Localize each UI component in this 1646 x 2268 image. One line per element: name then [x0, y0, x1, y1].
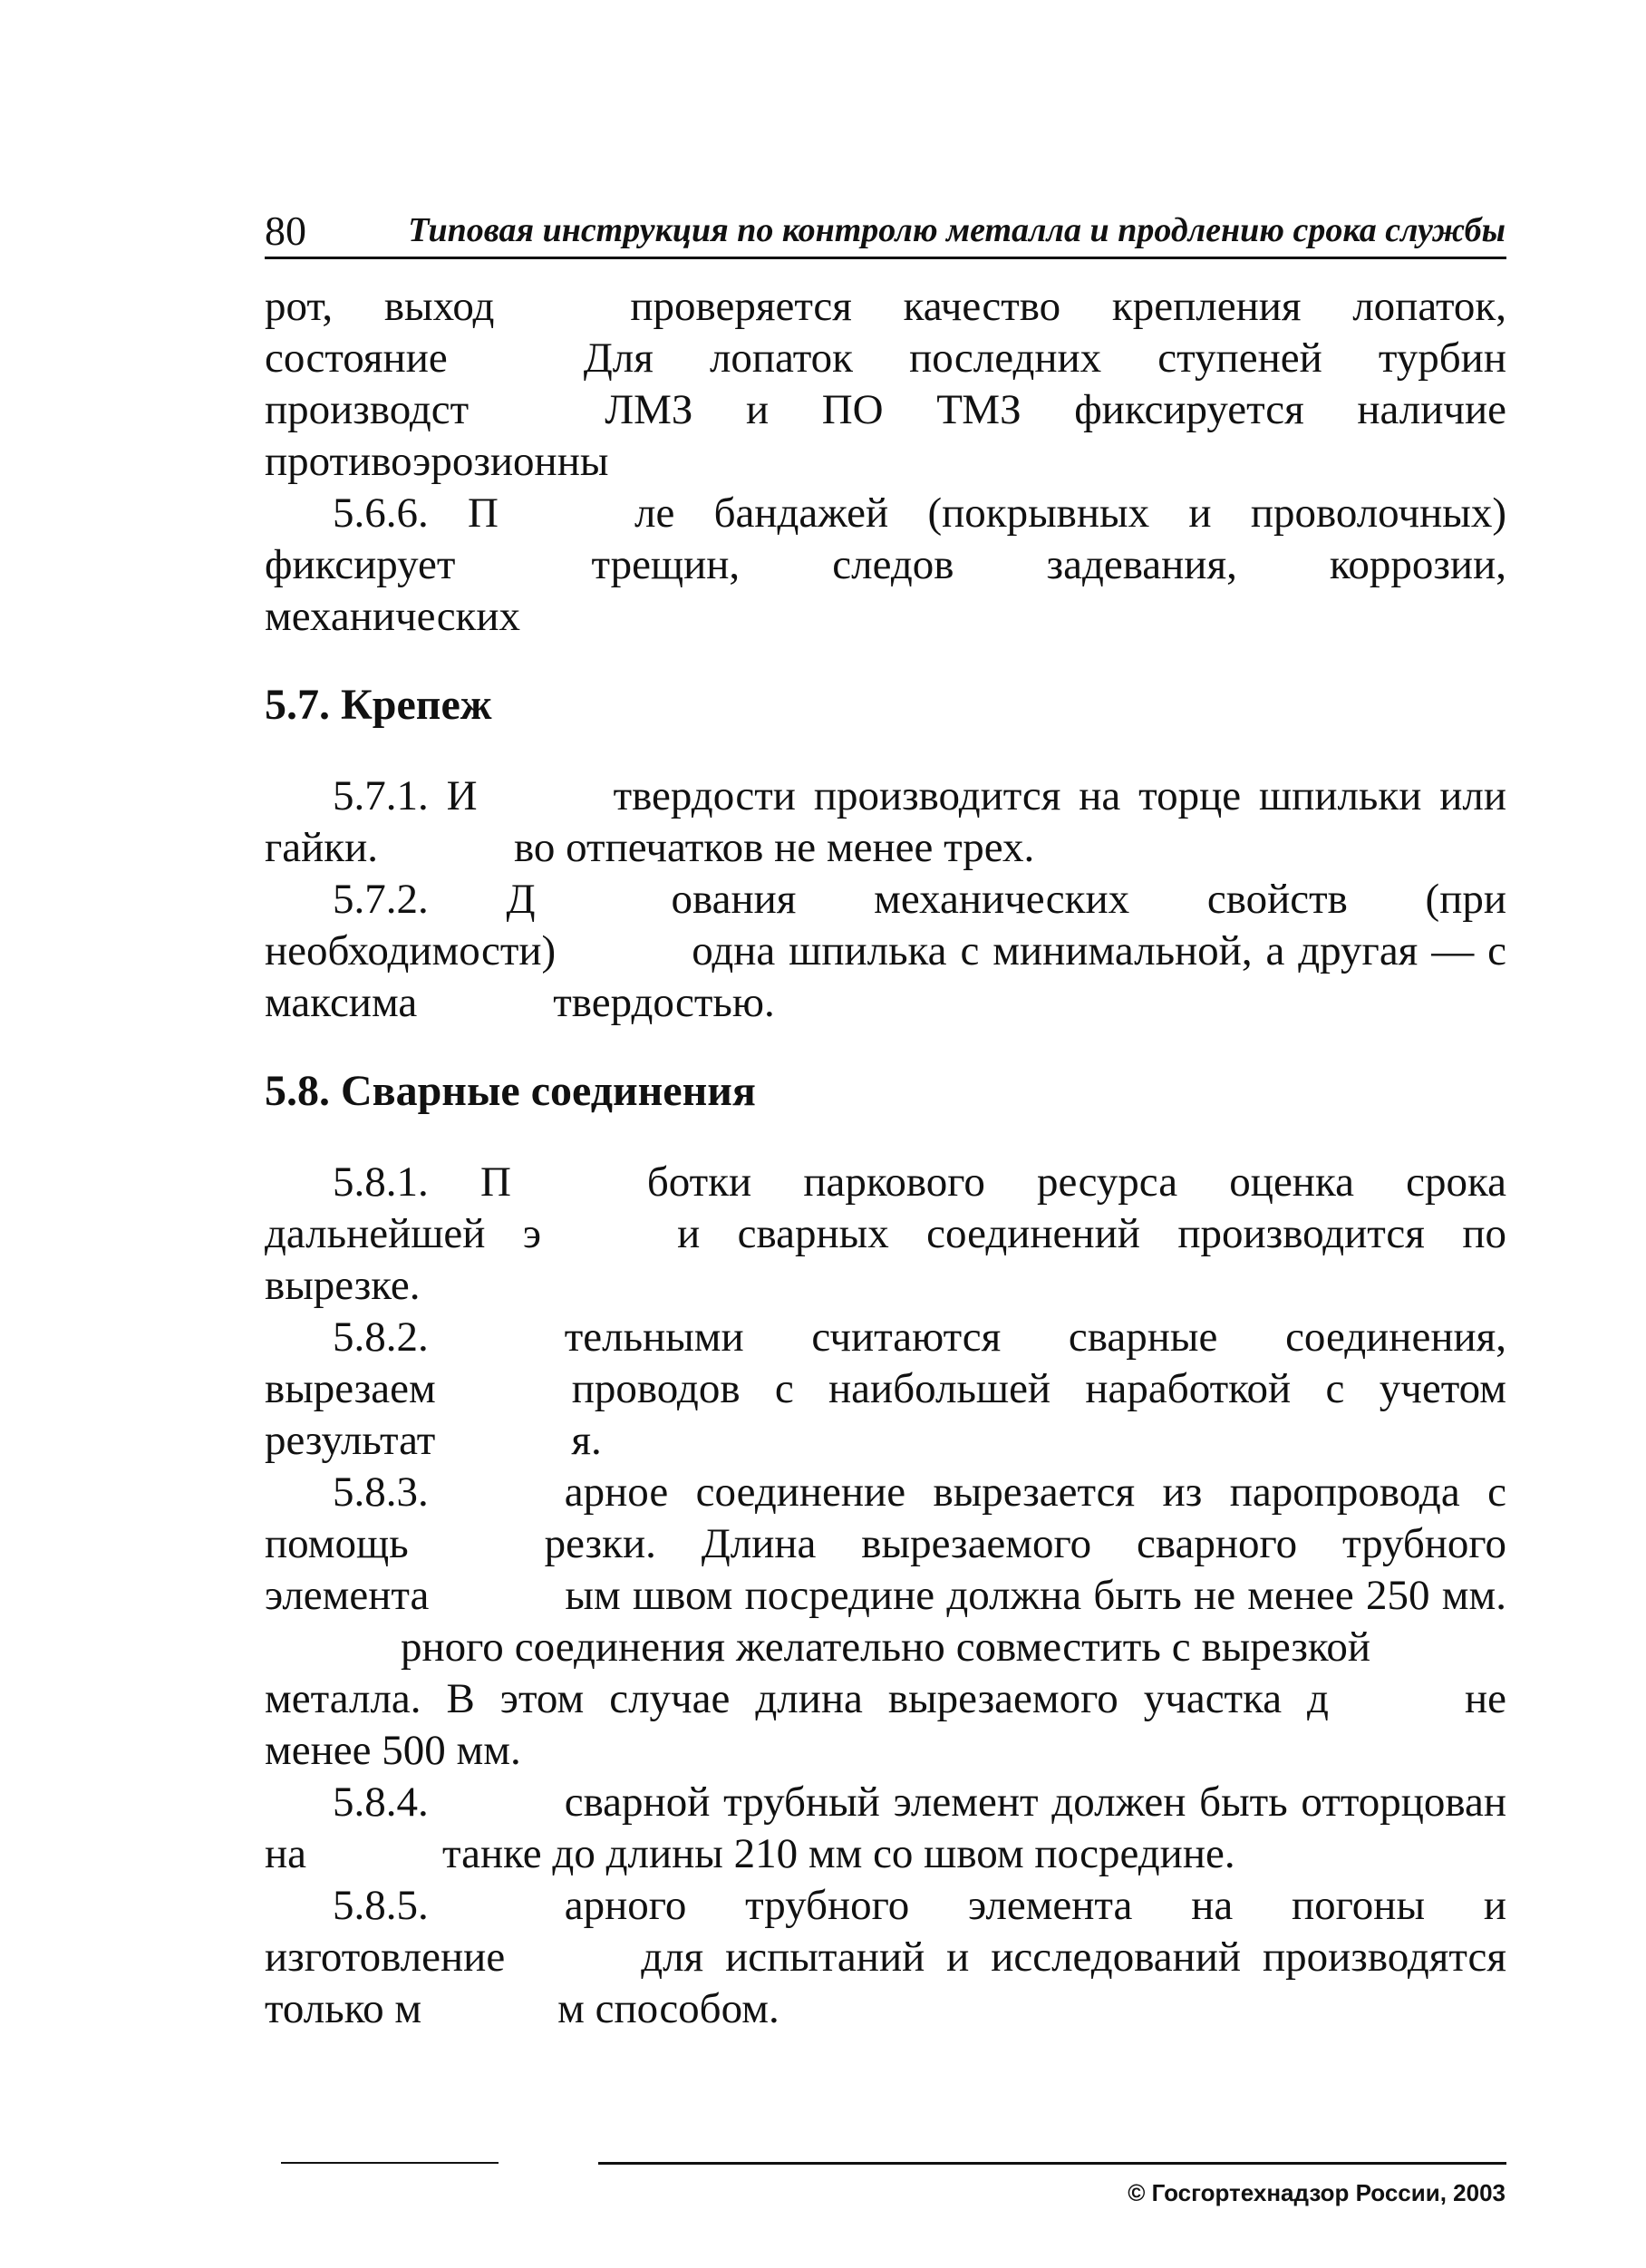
- paragraph-5-8-2: [265, 1312, 1506, 1467]
- text-fragment: 5.8.3.: [333, 1468, 429, 1516]
- text-fragment: танке до длины 210 мм со швом посредине.: [442, 1830, 1235, 1877]
- text-fragment: не менее 500 мм.: [265, 1675, 1506, 1774]
- text-fragment: ботки паркового ресурса оценка срока дальнейшей э: [265, 1158, 1506, 1257]
- section-heading-5-7: 5.7. Крепеж: [265, 681, 492, 729]
- text-fragment: 5.8.1. П: [333, 1158, 511, 1206]
- text-fragment: 5.8.2.: [333, 1313, 429, 1361]
- paragraph-5-8-5: [265, 1880, 1506, 2035]
- paragraph-5-8-4: [265, 1777, 1506, 1880]
- text-fragment: Для лопаток последних ступеней турбин производст: [265, 334, 1506, 433]
- text-fragment: 5.6.6. П: [333, 489, 499, 537]
- paragraph-5-7-1: [265, 771, 1506, 874]
- text-fragment: 5.8.5.: [333, 1882, 429, 1929]
- text-fragment: ЛМЗ и ПО ТМЗ фиксируется наличие противоэрозионны: [265, 386, 1506, 485]
- text-fragment: арного трубного элемента на погоны и изготовление: [265, 1882, 1506, 1981]
- text-fragment: трещин, следов задевания, коррозии, механических: [265, 541, 1506, 640]
- text-fragment: ования механических свойств (при необходимости): [265, 876, 1506, 974]
- text-fragment: 5.8.4.: [333, 1779, 429, 1826]
- text-fragment: сварной трубный элемент должен быть отторцован на: [265, 1779, 1506, 1877]
- text-fragment: резки. Длина вырезаемого сварного трубного элемента: [265, 1520, 1506, 1619]
- text-fragment: во отпечатков не менее трех.: [514, 824, 1035, 871]
- paragraph-5-7-2: [265, 874, 1506, 1029]
- footer-rule-right: [598, 2162, 1506, 2165]
- paragraph-5-8-1: [265, 1157, 1506, 1312]
- text-fragment: для испытаний и исследований производятся только м: [265, 1934, 1506, 2032]
- text-fragment: тельными считаются сварные соединения, вырезаем: [265, 1313, 1506, 1412]
- text-fragment: 5.7.2. Д: [333, 876, 536, 923]
- text-fragment: одна шпилька с минимальной, а другая — с максима: [265, 927, 1506, 1026]
- text-fragment: арное соединение вырезается из паропровода с помощь: [265, 1468, 1506, 1567]
- text-fragment: проводов с наибольшей наработкой с учетом результат: [265, 1365, 1506, 1464]
- text-fragment: м способом.: [557, 1985, 779, 2032]
- text-fragment: металла. В этом случае длина вырезаемого участка д: [265, 1675, 1329, 1722]
- page-body: [265, 281, 1506, 2035]
- copyright-notice: © Госгортехнадзор России, 2003: [1128, 2179, 1506, 2206]
- text-fragment: твердости производится на торце шпильки или гайки.: [265, 772, 1506, 871]
- running-head: Типовая инструкция по контролю металла и продлению срока службы: [408, 211, 1506, 249]
- text-fragment: рот, выход: [265, 283, 495, 330]
- paragraph-5-6-6: [265, 488, 1506, 643]
- paragraph-rotor: [265, 281, 1506, 488]
- text-fragment: я.: [571, 1417, 602, 1464]
- page-number: 80: [265, 208, 306, 254]
- text-fragment: твердостью.: [553, 979, 775, 1026]
- text-fragment: проверяется качество крепления лопаток, состояние: [265, 283, 1506, 382]
- text-fragment: рного соединения желательно совместить с вырезкой: [401, 1623, 1370, 1671]
- text-fragment: 5.7.1. И: [333, 772, 478, 819]
- footer-rule-left: [281, 2162, 499, 2164]
- text-fragment: и сварных соединений производится по вырезке.: [265, 1210, 1506, 1309]
- section-heading-5-8: 5.8. Сварные соединения: [265, 1067, 756, 1115]
- paragraph-5-8-3: [265, 1467, 1506, 1777]
- text-fragment: ле бандажей (покрывных и проволочных) фиксирует: [265, 489, 1506, 588]
- text-fragment: ым швом посредине должна быть не менее 250 мм.: [565, 1572, 1506, 1619]
- header-rule: [265, 257, 1506, 259]
